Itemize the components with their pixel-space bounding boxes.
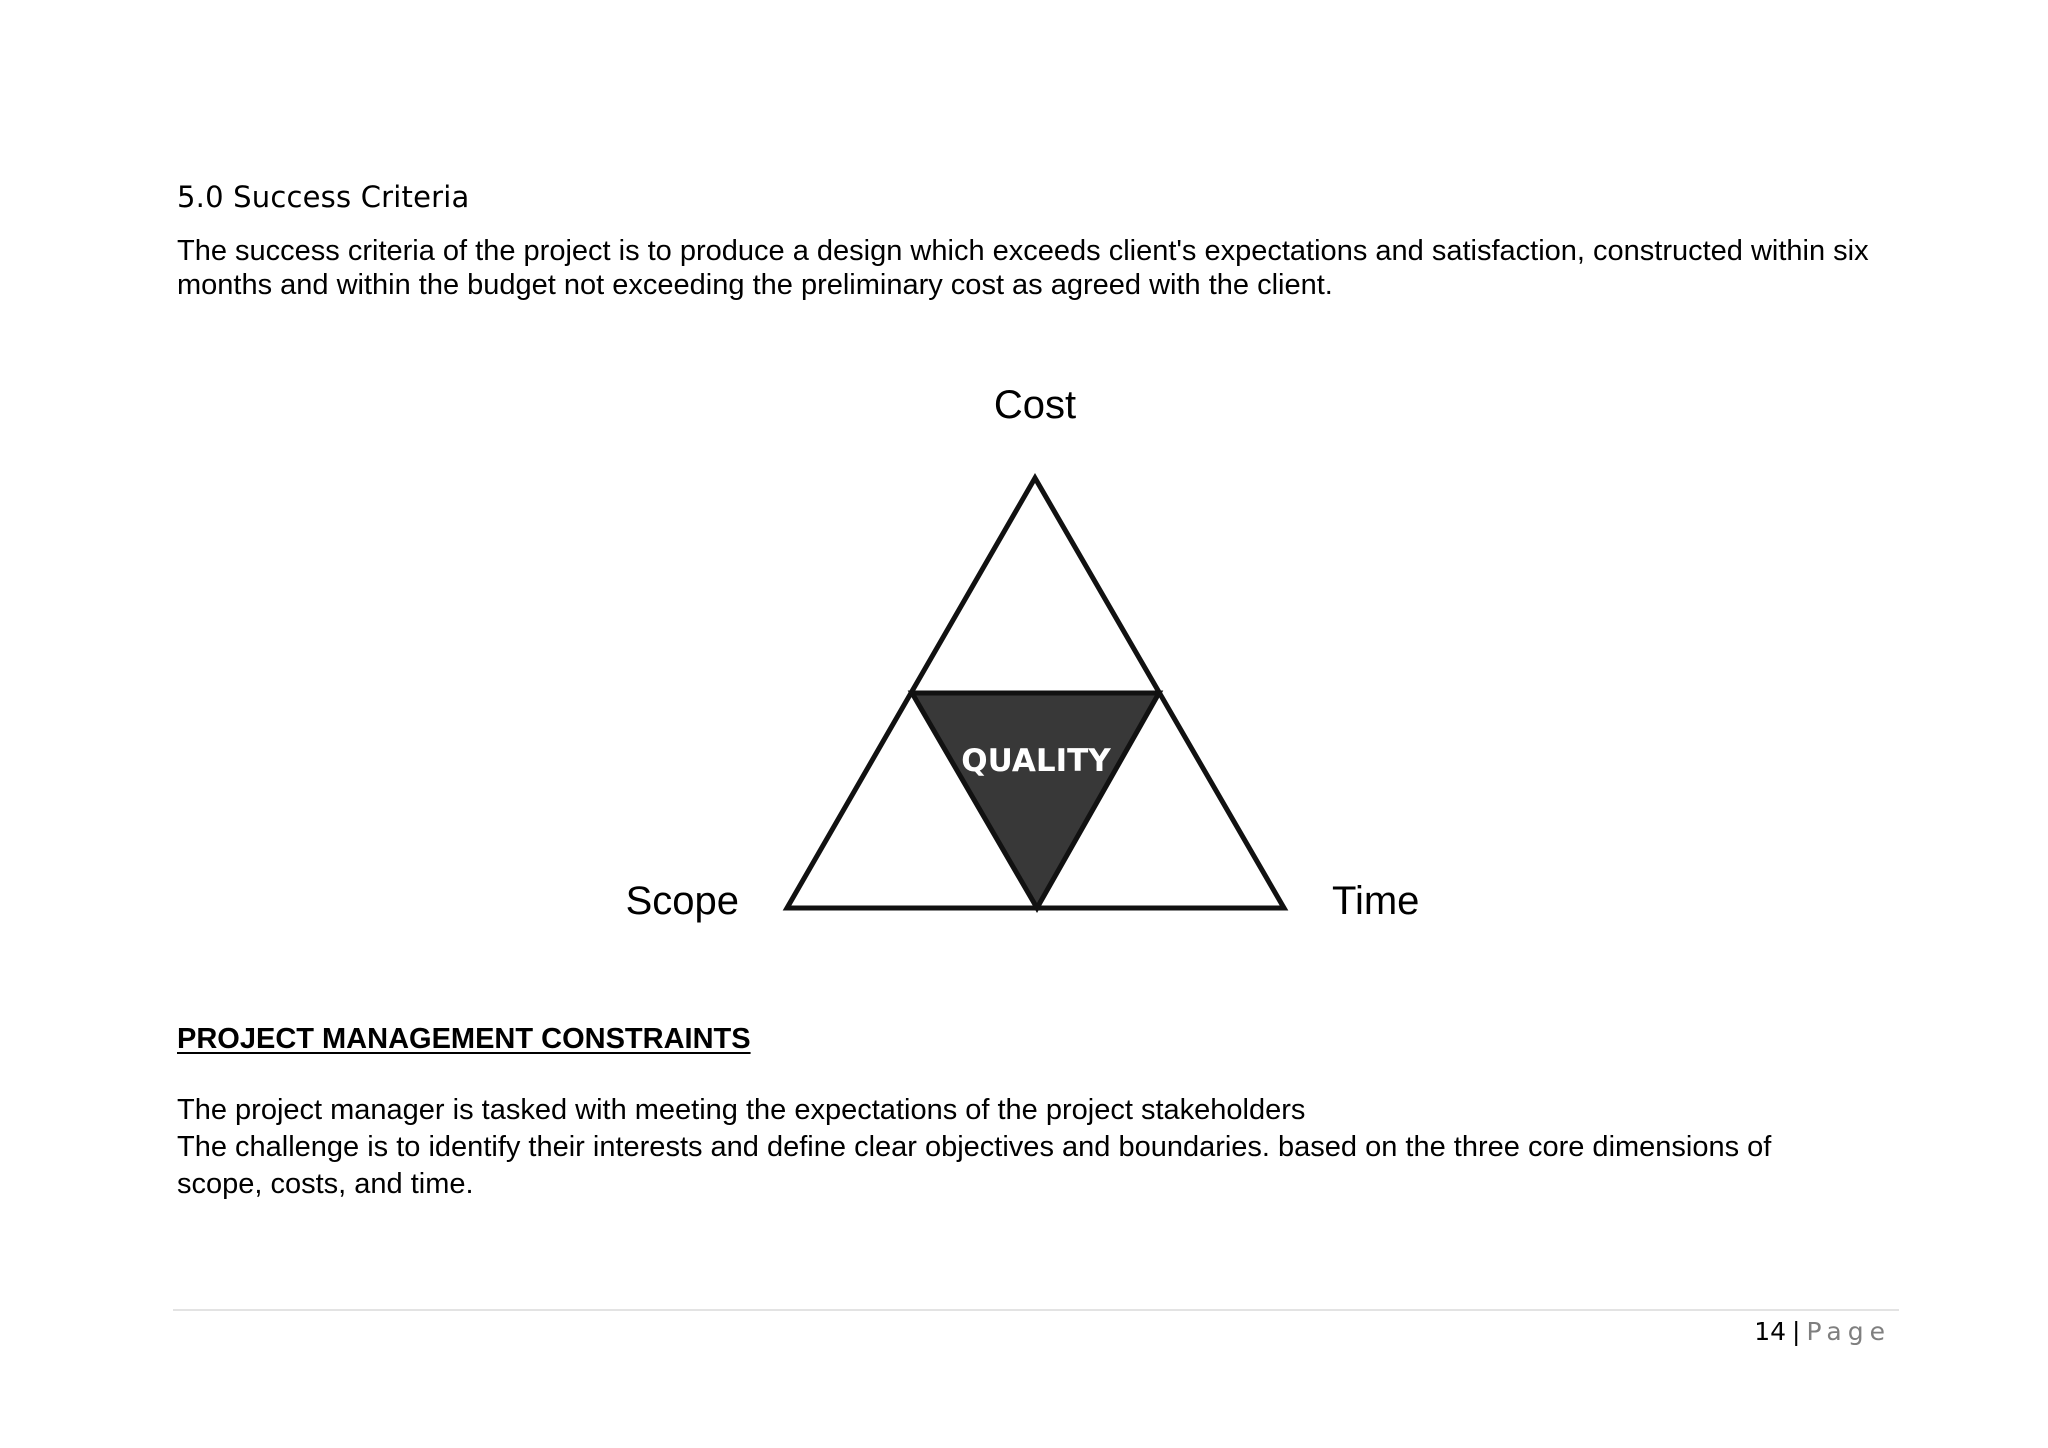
scope-label: Scope <box>625 879 739 923</box>
constraints-heading: PROJECT MANAGEMENT CONSTRAINTS <box>177 1023 751 1055</box>
footer-divider <box>173 1309 1899 1311</box>
constraints-line-1: The project manager is tasked with meeting the expectations of the project stakeholders <box>177 1094 1306 1126</box>
quality-label: QUALITY <box>961 743 1111 779</box>
constraints-line-2: The challenge is to identify their interests and define clear objectives and boundaries. based on the three core dimensions of <box>177 1131 1772 1163</box>
constraints-line-3: scope, costs, and time. <box>177 1168 474 1200</box>
page-number: 14 <box>1754 1317 1787 1346</box>
section-heading: 5.0 Success Criteria <box>177 180 470 214</box>
page-footer <box>1754 1317 1891 1346</box>
page-word: Page <box>1806 1317 1891 1346</box>
constraints-paragraph <box>177 1092 1897 1203</box>
time-label: Time <box>1332 879 1420 923</box>
footer-separator: | <box>1792 1317 1801 1346</box>
cost-label: Cost <box>993 383 1077 427</box>
success-criteria-paragraph: The success criteria of the project is to produce a design which exceeds client's expectations and satisfaction, constructed within six months and within the budget not exceeding the preliminary cost as agreed with the client. <box>177 235 1869 301</box>
